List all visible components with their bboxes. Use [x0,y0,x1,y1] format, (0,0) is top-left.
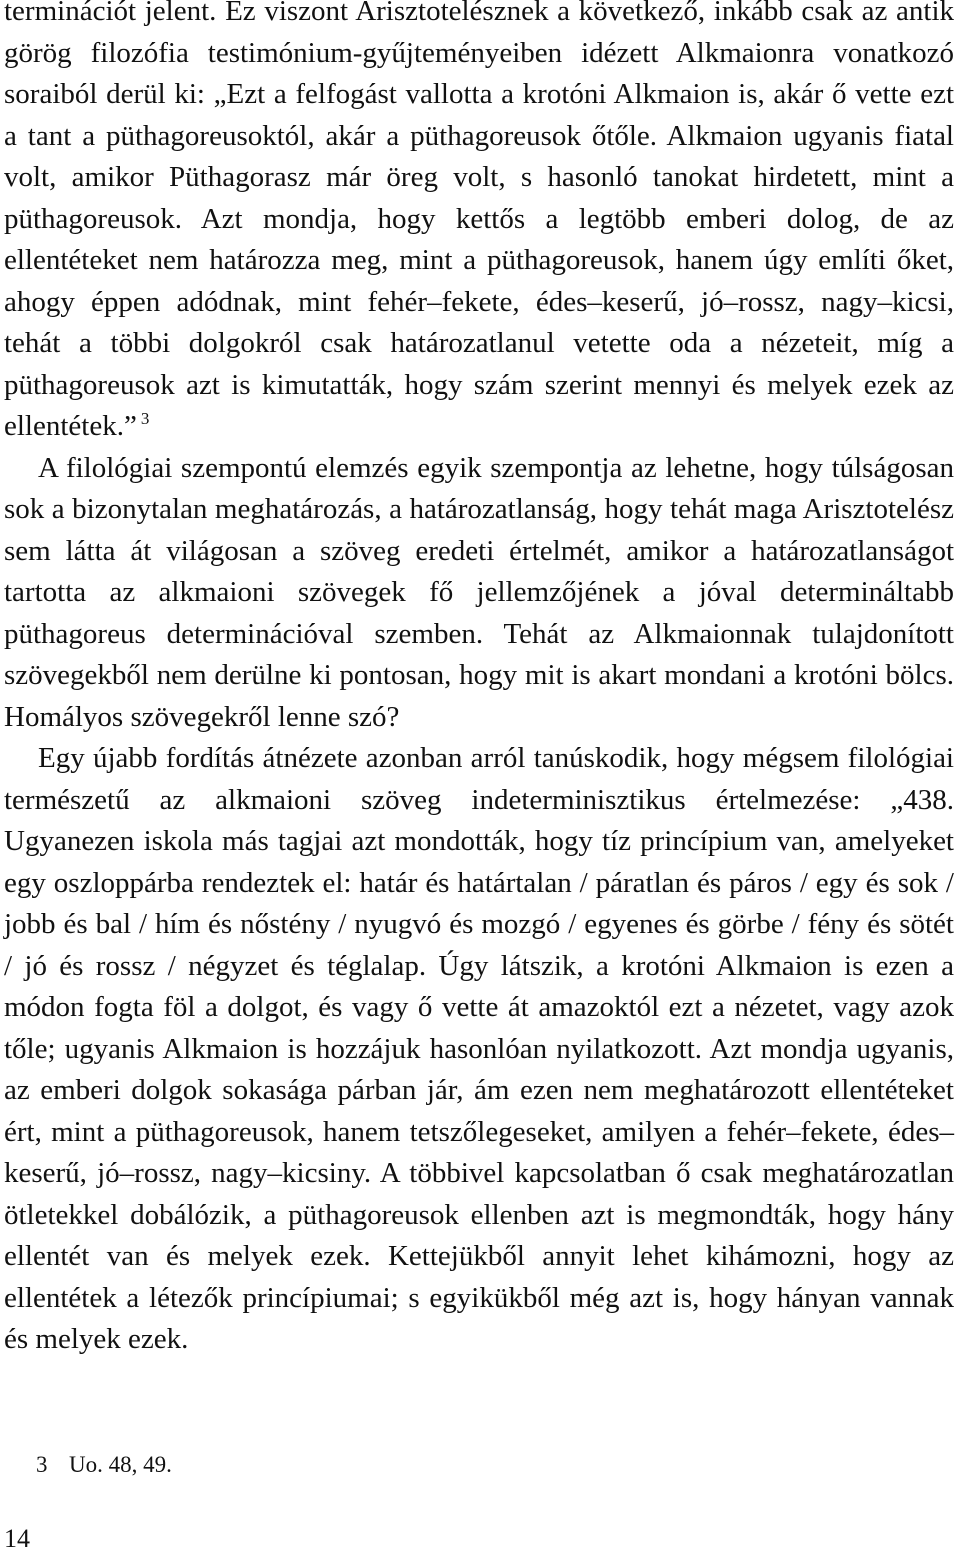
paragraph-1-text: terminációt jelent. Ez viszont Arisztotelésznek a következő, inkább csak az antik görög filozófia testimónium-gyűjteményeiben idézett Alkmaionra vonatkozó soraiból derül ki: „Ezt a felfogást vallotta a krotóni Alkmaion is, akár ő vette ezt a tant a püthagoreusoktól, akár a püthagoreusok őtőle. Alkmaion ugyanis fiatal volt, amikor Püthagorasz már öreg volt, s hasonló tanokat hirdetett, mint a püthagoreusok. Azt mondja, hogy kettős a legtöbb emberi dolog, de az ellentéteket nem határozza meg, mint a püthagoreusok, hanem úgy említi őket, ahogy éppen adódnak, mint fehér–fekete, édes–keserű, jó–rossz, nagy–kicsi, tehát a többi dolgokról csak határozatlanul vetette oda a nézeteit, míg a püthagoreusok azt is kimutatták, hogy szám szerint mennyi és melyek ezek az ellentétek.” [4,0,954,442]
paragraph-3 [4,738,954,1361]
footnote-text: Uo. 48, 49. [69,1452,172,1477]
paragraph-3-text: Egy újabb fordítás átnézete azonban arról tanúskodik, hogy mégsem filológiai természetű az alkmaioni szöveg indeterminisztikus értelmezése: „438. Ugyanezen iskola más tagjai azt mondották, hogy tíz princípium van, amelyeket egy oszloppárba rendeztek el: határ és határtalan / páratlan és páros / egy és sok / jobb és bal / hím és nőstény / nyugvó és mozgó / egyenes és görbe / fény és sötét / jó és rossz / négyzet és téglalap. Úgy látszik, a krotóni Alkmaion is ezen a módon fogta föl a dolgot, és vagy ő vette át amazoktól ezt a nézetet, vagy azok tőle; ugyanis Alkmaion is hozzájuk hasonlóan nyilatkozott. Azt mondja ugyanis, az emberi dolgok sokasága párban jár, ám ezen nem meghatározott ellentéteket ért, mint a püthagoreusok, hanem tetszőlegeseket, amilyen a fehér–fekete, édes–keserű, jó–rossz, nagy–kicsiny. A többivel kapcsolatban ő csak meghatározatlan ötletekkel dobálózik, a püthagoreusok ellenben azt is megmondták, hogy hány ellentét van és melyek ezek. Kettejükből annyit lehet kihámozni, hogy az ellentétek a létezők princípiumai; s egyikükből még azt is, hogy hányan vannak és melyek ezek. [4,742,954,1355]
body-text [4,0,954,1361]
paragraph-2 [4,448,954,739]
paragraph-2-text: A filológiai szempontú elemzés egyik szempontja az lehetne, hogy túlságosan sok a bizonytalan meghatározás, a határozatlanság, hogy tehát maga Arisztotelész sem látta át világosan a szöveg eredeti értelmét, amikor a határozatlanságot tartotta az alkmaioni szövegek fő jellemzőjének a jóval determináltabb püthagoreus determinációval szemben. Tehát az Alkmaionnak tulajdonított szövegekből nem derülne ki pontosan, hogy mit is akart mondani a krotóni bölcs. Homályos szövegekről lenne szó? [4,451,954,733]
footnote-number: 3 [36,1452,48,1477]
paragraph-1 [4,0,954,448]
footnote-reference: 3 [140,409,150,429]
footnote [36,1450,172,1480]
page-number: 14 [4,1524,30,1553]
